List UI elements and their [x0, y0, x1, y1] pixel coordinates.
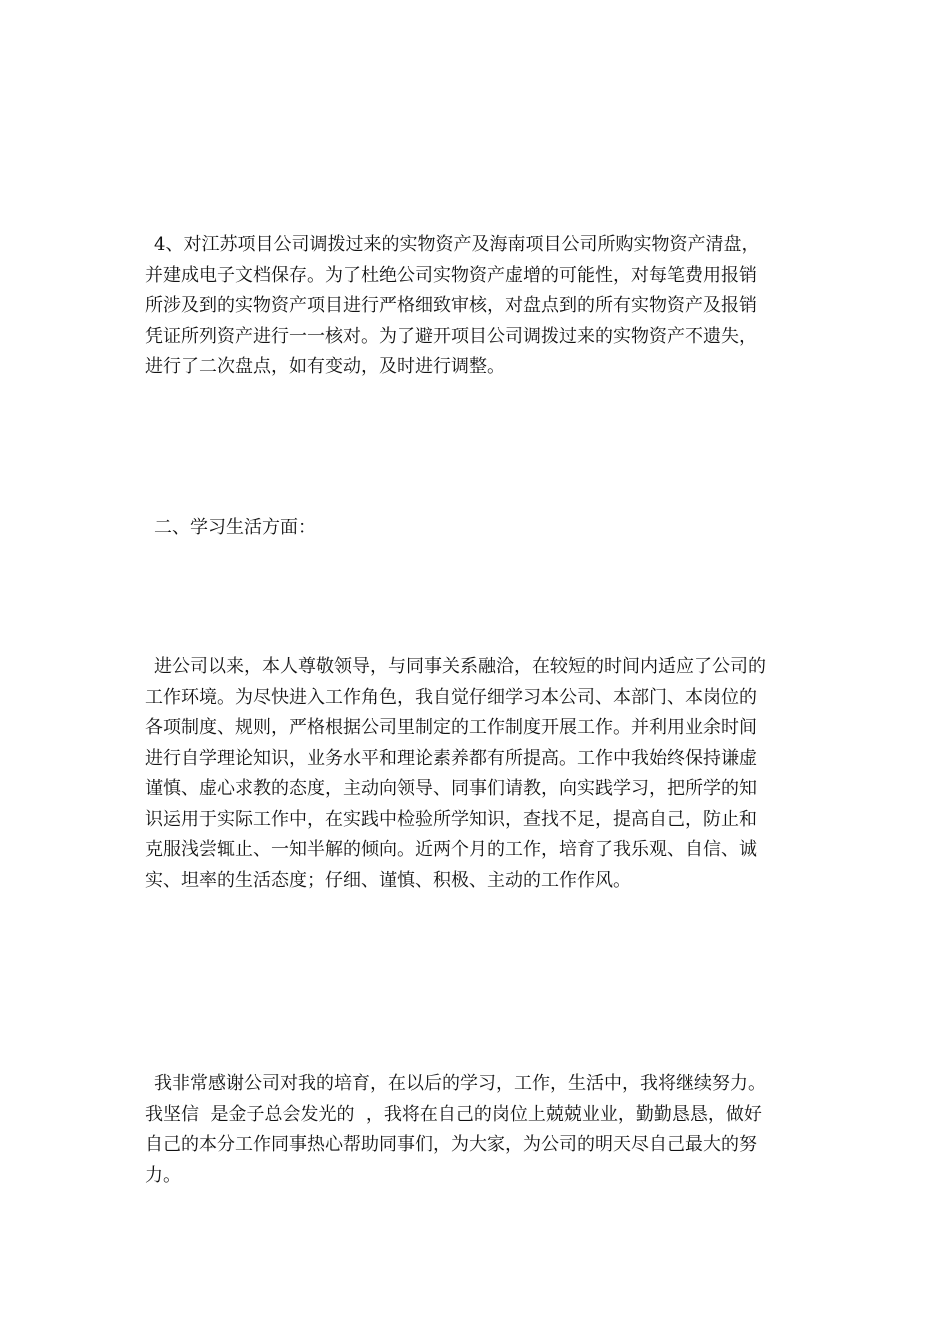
- text-line: 4、对江苏项目公司调拨过来的实物资产及海南项目公司所购实物资产清盘，: [154, 234, 760, 255]
- text-line: 进公司以来，本人尊敬领导，与同事关系融洽，在较短的时间内适应了公司的: [154, 656, 766, 677]
- text-line: 识运用于实际工作中，在实践中检验所学知识，查找不足，提高自己，防止和: [145, 808, 757, 830]
- text-line: 并建成电子文档保存。为了杜绝公司实物资产虚增的可能性，对每笔费用报销: [145, 264, 757, 286]
- text-line: 我坚信 是金子总会发光的 ，我将在自己的岗位上兢兢业业，勤勤恳恳，做好: [145, 1103, 762, 1125]
- heading-text: 二、学习生活方面：: [154, 517, 316, 538]
- text-line: 凭证所列资产进行一一核对。为了避开项目公司调拨过来的实物资产不遗失，: [145, 325, 757, 347]
- text-line: 自己的本分工作同事热心帮助同事们，为大家，为公司的明天尽自己最大的努: [145, 1134, 757, 1155]
- paragraph-asset-inventory: [145, 230, 810, 383]
- text-line: 工作环境。为尽快进入工作角色，我自觉仔细学习本公司、本部门、本岗位的: [145, 686, 757, 708]
- text-line: 进行了二次盘点，如有变动，及时进行调整。: [145, 356, 505, 377]
- text-line: 我非常感谢公司对我的培育，在以后的学习，工作，生活中，我将继续努力。: [154, 1073, 766, 1094]
- paragraph-gratitude: [145, 1069, 810, 1191]
- text-line: 谨慎、虚心求教的态度，主动向领导、同事们请教，向实践学习，把所学的知: [145, 778, 757, 799]
- text-line: 各项制度、规则，严格根据公司里制定的工作制度开展工作。并利用业余时间: [145, 717, 757, 738]
- text-line: 所涉及到的实物资产项目进行严格细致审核，对盘点到的所有实物资产及报销: [145, 295, 757, 316]
- text-line: 力。: [145, 1164, 181, 1186]
- paragraph-study-life: [145, 652, 810, 896]
- text-line: 克服浅尝辄止、一知半解的倾向。近两个月的工作，培育了我乐观、自信、诚: [145, 839, 757, 860]
- section-heading: [145, 513, 810, 544]
- text-line: 实、坦率的生活态度；仔细、谨慎、积极、主动的工作作风。: [145, 869, 631, 891]
- text-line: 进行自学理论知识，业务水平和理论素养都有所提高。工作中我始终保持谦虚: [145, 747, 757, 769]
